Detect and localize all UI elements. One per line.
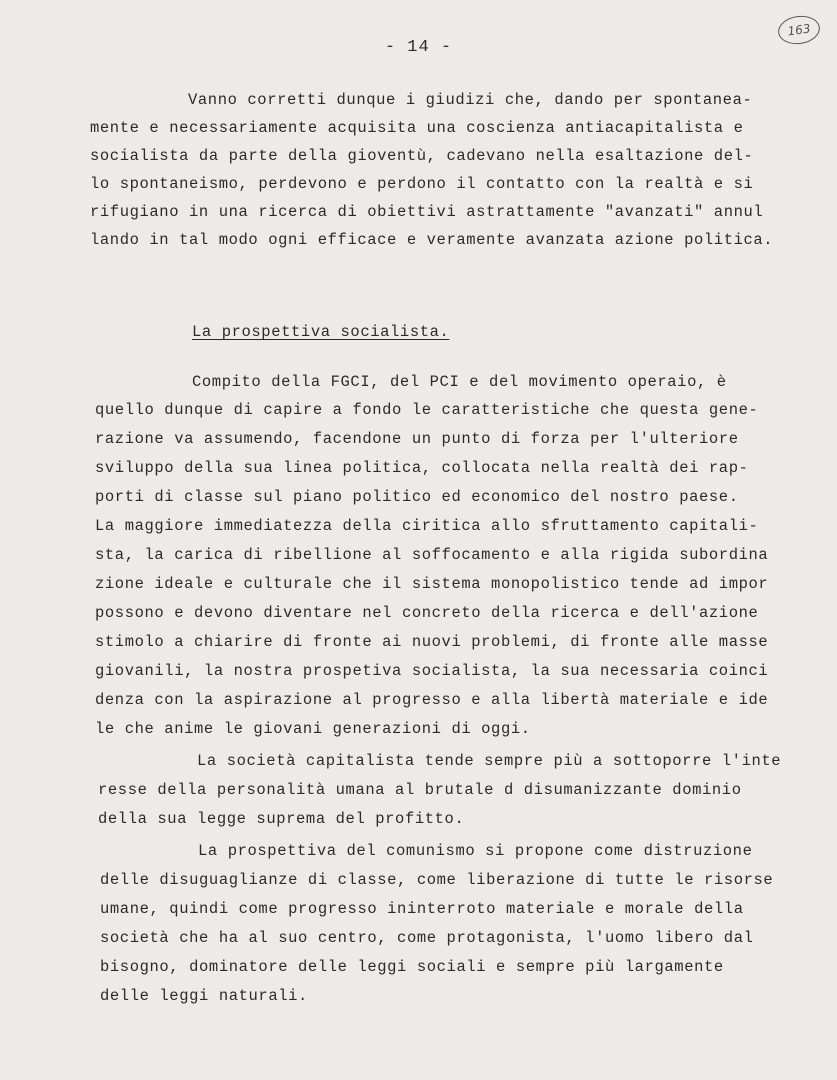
archive-stamp: 163 — [776, 13, 821, 47]
text-line: delle disuguaglianze di classe, come liberazione di tutte le risorse — [100, 871, 774, 889]
text-line: umane, quindi come progresso ininterroto materiale e morale della — [100, 900, 744, 918]
text-line: Vanno corretti dunque i giudizi che, dando per spontanea- — [188, 91, 753, 109]
text-line: sviluppo della sua linea politica, collocata nella realtà dei rap- — [95, 459, 749, 477]
text-line: resse della personalità umana al brutale d disumanizzante dominio — [98, 781, 742, 799]
text-line: razione va assumendo, facendone un punto di forza per l'ulteriore — [95, 430, 739, 448]
text-line: società che ha al suo centro, come protagonista, l'uomo libero dal — [100, 929, 754, 947]
text-line: mente e necessariamente acquisita una coscienza antiacapitalista e — [90, 119, 744, 137]
text-line: Compito della FGCI, del PCI e del movimento operaio, è — [192, 373, 727, 391]
text-line: socialista da parte della gioventù, cadevano nella esaltazione del- — [90, 147, 754, 165]
text-line: denza con la aspirazione al progresso e alla libertà materiale e ide — [95, 691, 769, 709]
text-line: giovanili, la nostra prospetiva socialista, la sua necessaria coinci — [95, 662, 769, 680]
text-line: quello dunque di capire a fondo le caratteristiche che questa gene- — [95, 401, 759, 419]
text-line: della sua legge suprema del profitto. — [98, 810, 465, 828]
text-line: sta, la carica di ribellione al soffocamento e alla rigida subordina — [95, 546, 769, 564]
text-line: rifugiano in una ricerca di obiettivi astrattamente "avanzati" annul — [90, 203, 764, 221]
text-line: stimolo a chiarire di fronte ai nuovi problemi, di fronte alle masse — [95, 633, 769, 651]
page-number: - 14 - — [384, 38, 453, 57]
text-line: lo spontaneismo, perdevono e perdono il contatto con la realtà e si — [90, 175, 754, 193]
text-line: lando in tal modo ogni efficace e veramente avanzata azione politica. — [90, 231, 774, 249]
text-line: le che anime le giovani generazioni di oggi. — [95, 720, 531, 738]
text-line: possono e devono diventare nel concreto della ricerca e dell'azione — [95, 604, 759, 622]
text-line: porti di classe sul piano politico ed economico del nostro paese. — [95, 488, 739, 506]
text-line: La prospettiva del comunismo si propone come distruzione — [198, 842, 753, 860]
text-line: delle leggi naturali. — [100, 987, 308, 1005]
text-line: bisogno, dominatore delle leggi sociali e sempre più largamente — [100, 958, 724, 976]
text-line: La maggiore immediatezza della ciritica allo sfruttamento capitali- — [95, 517, 759, 535]
text-line: La società capitalista tende sempre più a sottoporre l'inte — [197, 752, 782, 770]
section-heading: La prospettiva socialista. — [192, 323, 450, 341]
text-line: zione ideale e culturale che il sistema monopolistico tende ad impor — [95, 575, 769, 593]
